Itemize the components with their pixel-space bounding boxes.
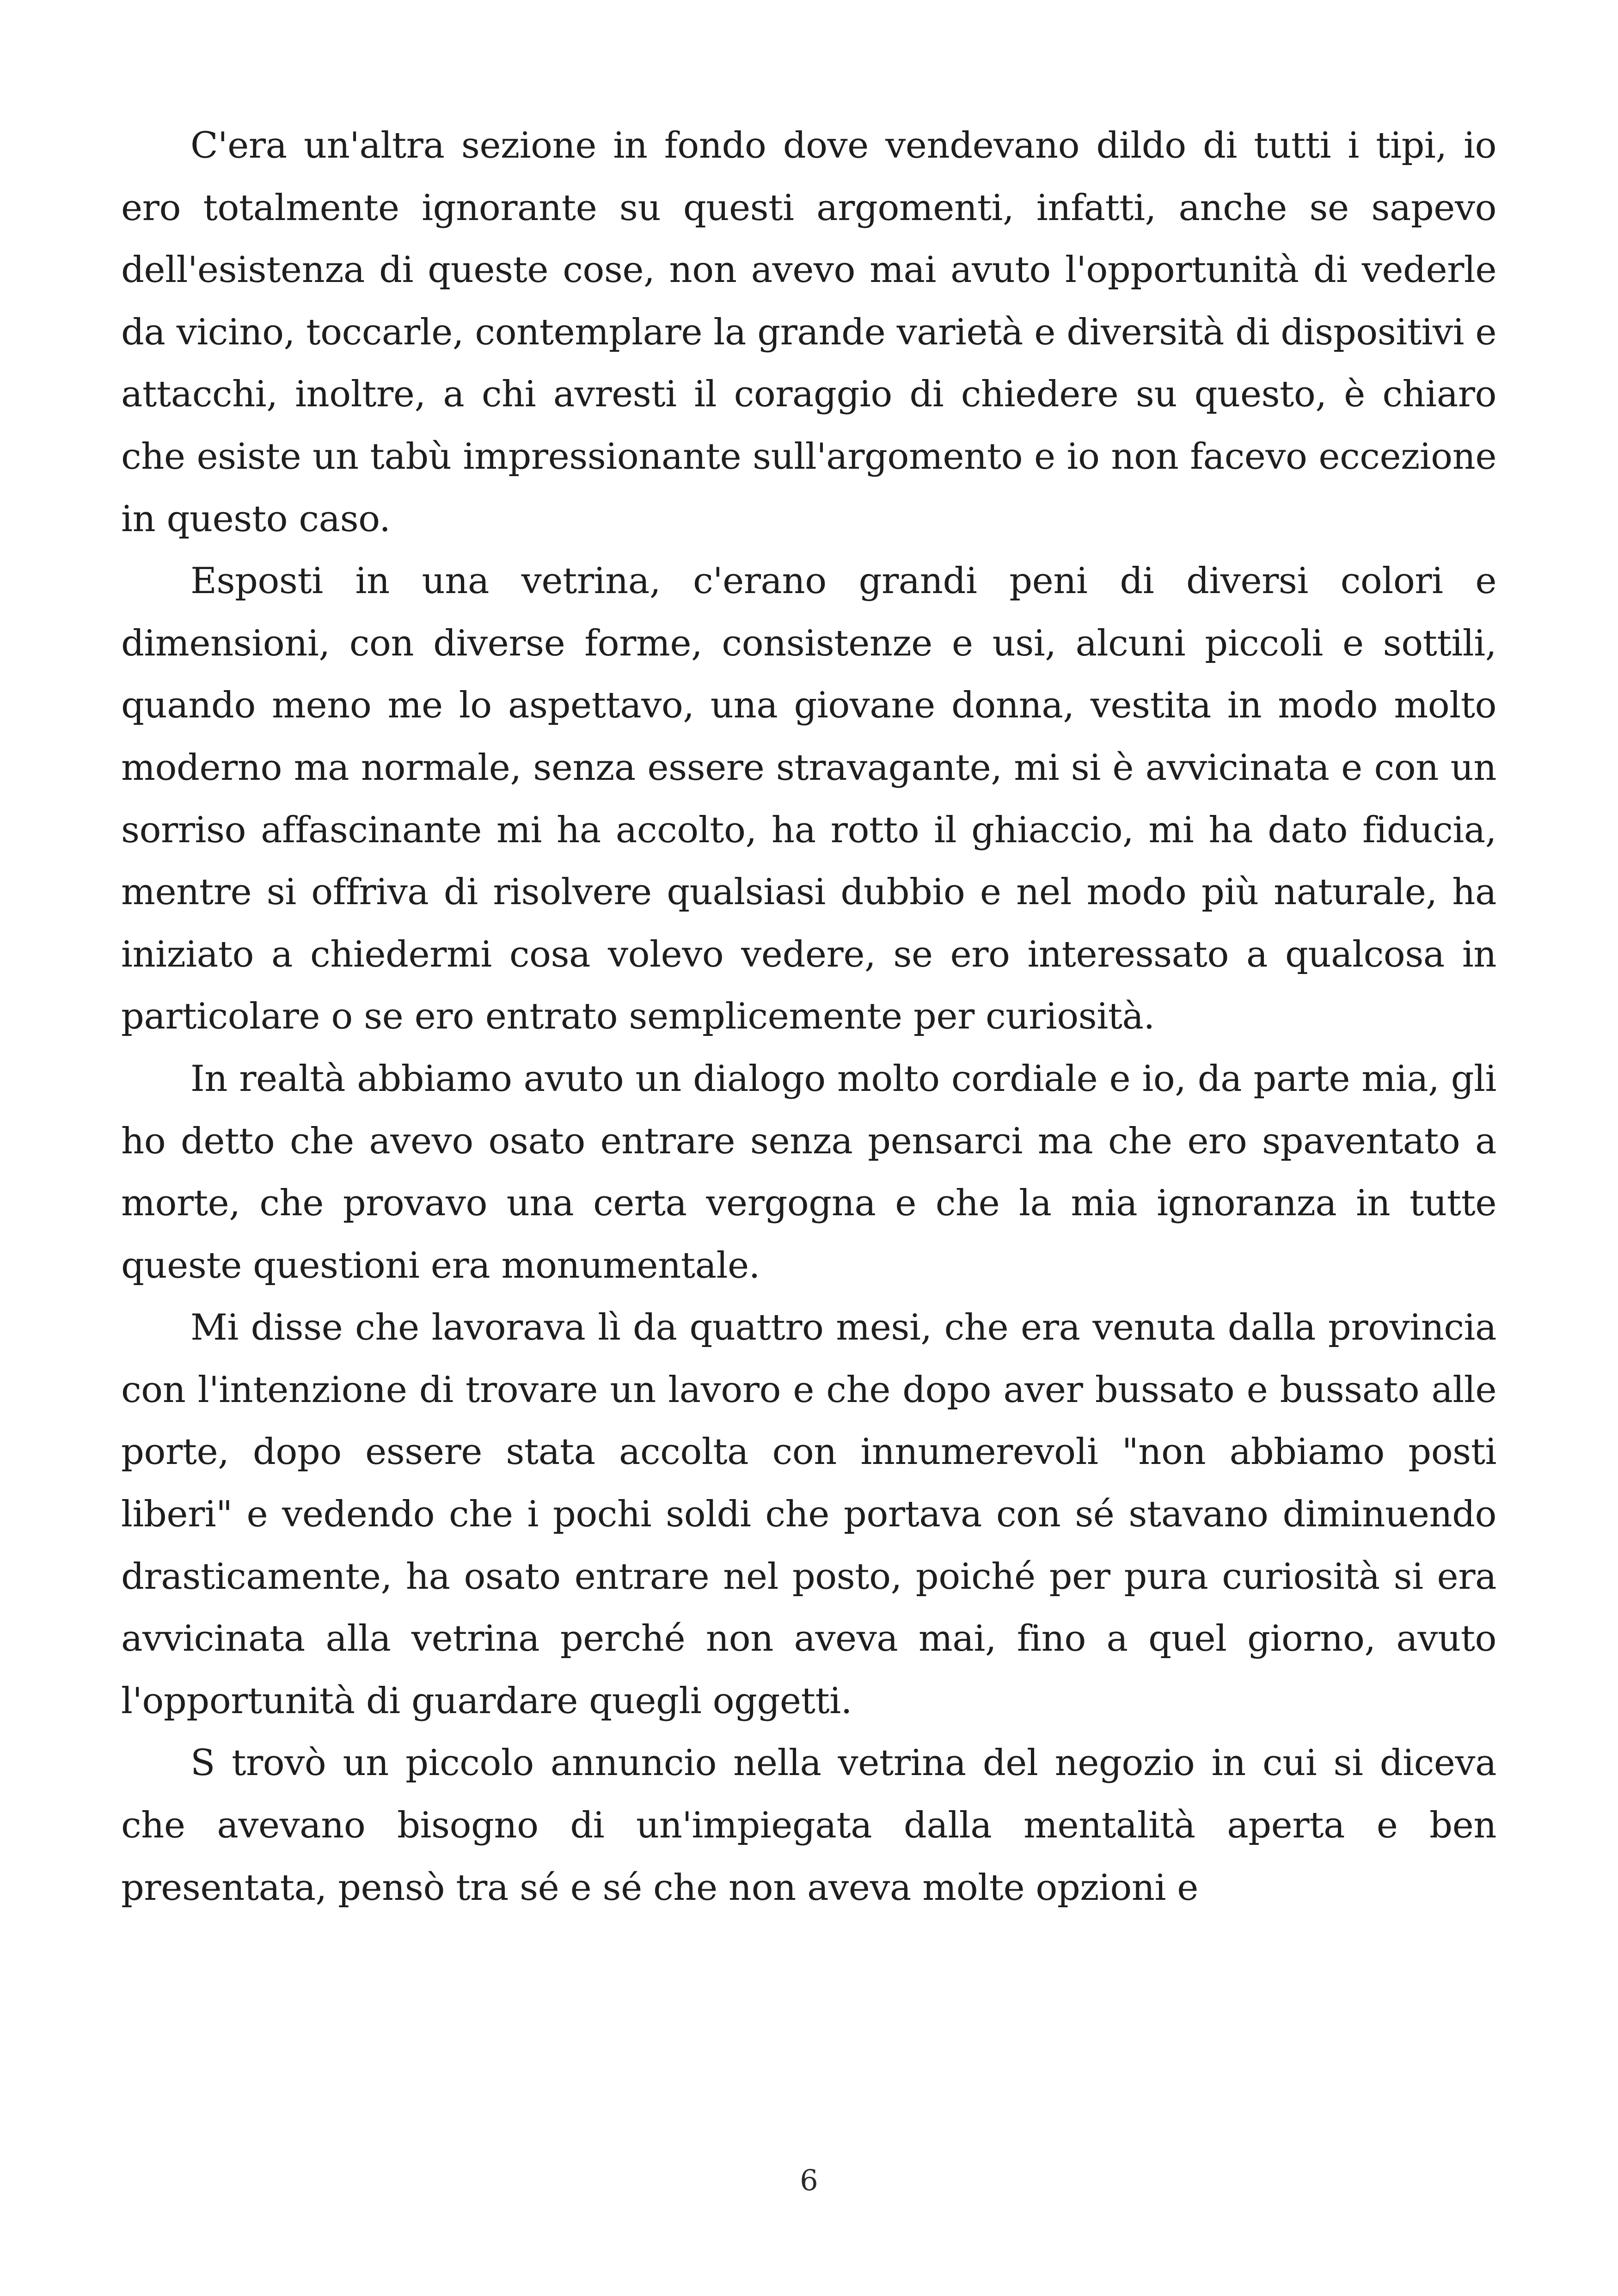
- paragraph-4: Mi disse che lavorava lì da quattro mesi, che era venuta dalla provincia con l'intenzione di trovare un lavoro e che dopo aver bussato e bussato alle porte, dopo essere stata accolta con innumerevoli "non abbiamo posti liberi" e vedendo che i pochi soldi che portava con sé stavano diminuendo drasticamente, ha osato entrare nel posto, poiché per pura curiosità si era avvicinata alla vetrina perché non aveva mai, fino a quel giorno, avuto l'opportunità di guardare quegli oggetti.: [121, 1307, 1496, 1722]
- paragraph-1: C'era un'altra sezione in fondo dove vendevano dildo di tutti i tipi, io ero totalmente ignorante su questi argomenti, infatti, anche se sapevo dell'esistenza di queste cose, non avevo mai avuto l'opportunità di vederle da vicino, toccarle, contemplare la grande varietà e diversità di dispositivi e attacchi, inoltre, a chi avresti il coraggio di chiedere su questo, è chiaro che esiste un tabù impressionante sull'argomento e io non facevo eccezione in questo caso.: [121, 125, 1496, 540]
- document-body: [121, 115, 1496, 2172]
- paragraph-5: S trovò un piccolo annuncio nella vetrina del negozio in cui si diceva che avevano bisogno di un'impiegata dalla mentalità aperta e ben presentata, pensò tra sé e sé che non aveva molte opzioni e: [121, 1742, 1496, 1909]
- paragraph-3: In realtà abbiamo avuto un dialogo molto cordiale e io, da parte mia, gli ho detto che avevo osato entrare senza pensarci ma che ero spaventato a morte, che provavo una certa vergogna e che la mia ignoranza in tutte queste questioni era monumentale.: [121, 1058, 1496, 1286]
- paragraph-2: Esposti in una vetrina, c'erano grandi peni di diversi colori e dimensioni, con diverse forme, consistenze e usi, alcuni piccoli e sottili, quando meno me lo aspettavo, una giovane donna, vestita in modo molto moderno ma normale, senza essere stravagante, mi si è avvicinata e con un sorriso affascinante mi ha accolto, ha rotto il ghiaccio, mi ha dato fiducia, mentre si offriva di risolvere qualsiasi dubbio e nel modo più naturale, ha iniziato a chiedermi cosa volevo vedere, se ero interessato a qualcosa in particolare o se ero entrato semplicemente per curiosità.: [121, 560, 1496, 1038]
- page-number: 6: [800, 2163, 818, 2197]
